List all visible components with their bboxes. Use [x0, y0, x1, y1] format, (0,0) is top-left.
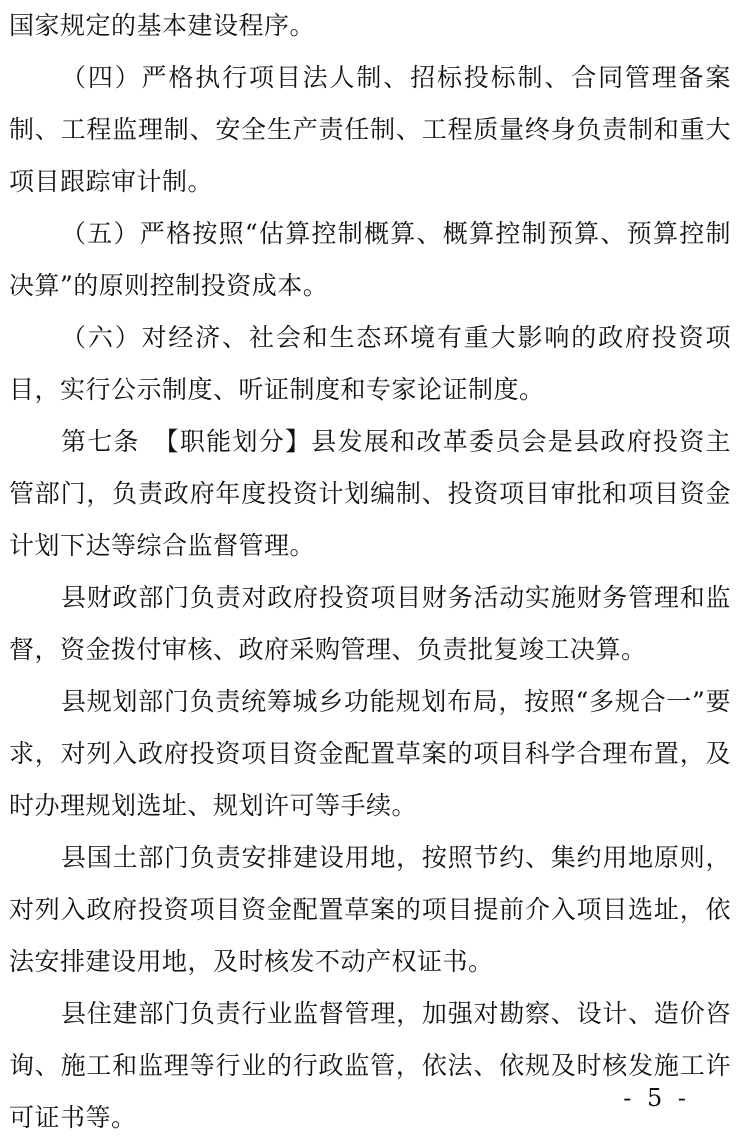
paragraph-item-5: （五）严格按照“估算控制概算、概算控制预算、预算控制决算”的原则控制投资成本。 [9, 219, 731, 300]
body-text [9, 0, 731, 1144]
paragraph-item-4: （四）严格执行项目法人制、招标投标制、合同管理备案制、工程监理制、安全生产责任制、工程质量终身负责制和重大项目跟踪审计制。 [9, 63, 731, 196]
paragraph-finance: 县财政部门负责对政府投资项目财务活动实施财务管理和监督，资金拨付审核、政府采购管理、负责批复竣工决算。 [9, 583, 731, 664]
page-number: - 5 - [623, 1084, 690, 1112]
paragraph-item-6: （六）对经济、社会和生态环境有重大影响的政府投资项目，实行公示制度、听证制度和专家论证制度。 [9, 323, 731, 404]
paragraph-construction: 县住建部门负责行业监督管理，加强对勘察、设计、造价咨询、施工和监理等行业的行政监管，依法、依规及时核发施工许可证书等。 [9, 999, 731, 1132]
paragraph-article-7: 第七条 【职能划分】县发展和改革委员会是县政府投资主管部门，负责政府年度投资计划编制、投资项目审批和项目资金计划下达等综合监督管理。 [9, 427, 731, 560]
paragraph-land: 县国土部门负责安排建设用地，按照节约、集约用地原则，对列入政府投资项目资金配置草案的项目提前介入项目选址，依法安排建设用地，及时核发不动产权证书。 [9, 843, 731, 976]
paragraph-continuation: 国家规定的基本建设程序。 [9, 11, 316, 40]
paragraph-planning: 县规划部门负责统筹城乡功能规划布局，按照“多规合一”要求，对列入政府投资项目资金配置草案的项目科学合理布置，及时办理规划选址、规划许可等手续。 [9, 687, 731, 820]
